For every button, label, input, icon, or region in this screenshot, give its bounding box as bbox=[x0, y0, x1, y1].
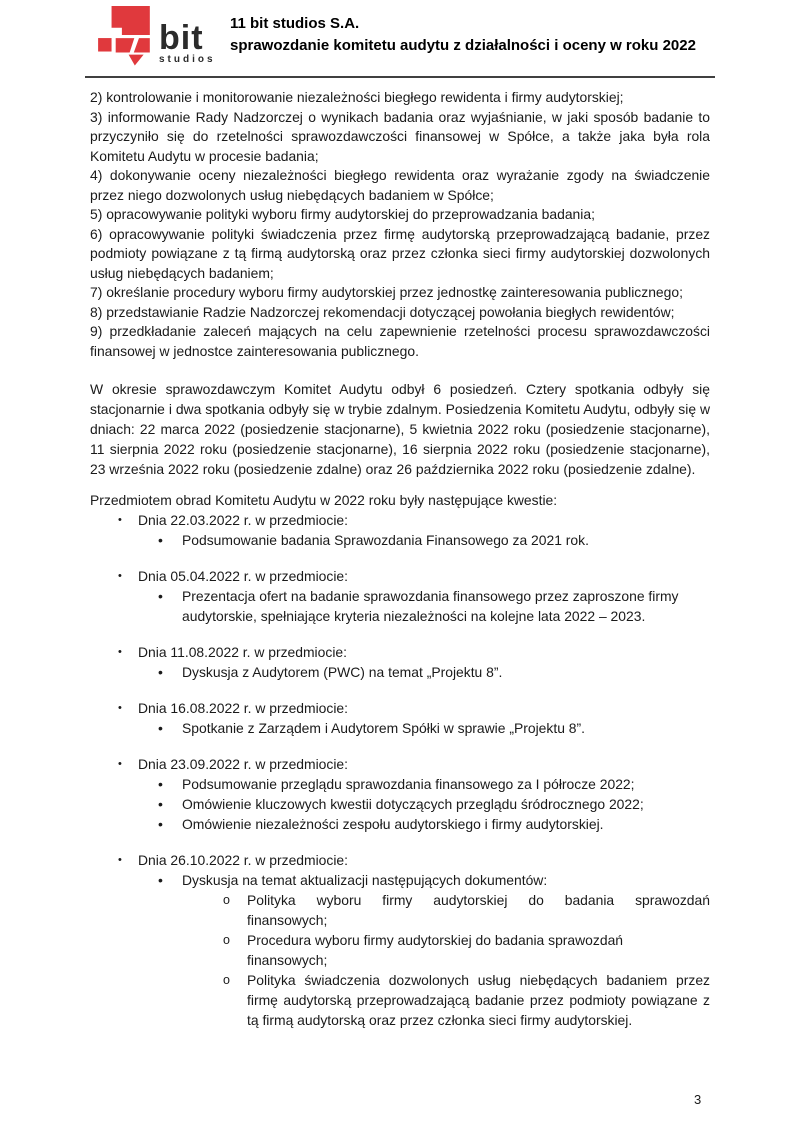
agenda-date-text: Dnia 11.08.2022 r. w przedmiocie: bbox=[138, 644, 347, 660]
meetings-paragraph: W okresie sprawozdawczym Komitet Audytu odbył 6 posiedzeń. Cztery spotkania odbyły się stacjonarnie i dwa spotkania odbyły się w trybie zdalnym. Posiedzenia Komitetu Audytu, odbyły się w dniach: 22 marca 2022 (posiedzenie stacjonarne), 5 kwietnia 2022 roku (posiedzenie stacjonarne), 11 sierpnia 2022 roku (posiedzenie stacjonarne), 16 sierpnia 2022 roku (posiedzenie stacjonarne), 23 września 2022 roku (posiedzenie zdalne) oraz 26 października 2022 roku (posiedzenie zdalne). bbox=[90, 381, 710, 477]
bullet-level3-icon: o bbox=[223, 973, 230, 987]
bullet-level1-icon: • bbox=[118, 646, 122, 658]
numbered-item-3: 3) informowanie Rady Nadzorczej o wynikach badania oraz wyjaśnianie, w jaki sposób badanie to przyczyniło się do rzetelności sprawozdawczości finansowej w Spółce, a także jaka była rola Komitetu Audytu w procesie badania; bbox=[90, 108, 710, 164]
document-body bbox=[90, 88, 710, 1046]
document-item-line: Procedura wyboru firmy audytorskiej do badania sprawozdań bbox=[247, 932, 624, 948]
agenda-topic-text: Omówienie kluczowych kwestii dotyczących przeglądu śródrocznego 2022; bbox=[182, 796, 644, 812]
bullet-level1-icon: • bbox=[118, 758, 122, 770]
agenda-topic-item bbox=[90, 530, 710, 550]
agenda-date-item bbox=[90, 642, 710, 662]
agenda-date-text: Dnia 22.03.2022 r. w przedmiocie: bbox=[138, 512, 349, 528]
company-logo bbox=[98, 6, 216, 66]
numbered-item-4: 4) dokonywanie oceny niezależności biegłego rewidenta oraz wyrażanie zgody na świadczenie przez niego dozwolonych usług niebędących badaniem w Spółce; bbox=[90, 167, 710, 203]
document-item-line: finansowych; bbox=[247, 952, 328, 968]
bullet-level2-icon: • bbox=[158, 776, 163, 792]
numbered-item-6: 6) opracowywanie polityki świadczenia przez firmę audytorską przeprowadzającą badanie, przez podmioty powiązane z tą firmą audytorską oraz przez członka sieci firmy audytorskiej dozwolonych usług niebędących badaniem; bbox=[90, 225, 710, 281]
document-item-1 bbox=[90, 890, 710, 930]
logo-wordmark bbox=[159, 19, 216, 65]
bullet-level2-icon: • bbox=[158, 588, 163, 604]
numbered-item-7: 7) określanie procedury wyboru firmy audytorskiej przez jednostkę zainteresowania publicznego; bbox=[90, 284, 683, 300]
agenda-date-item bbox=[90, 510, 710, 530]
agenda-topic-item bbox=[90, 586, 710, 626]
agenda-topic-item bbox=[90, 718, 710, 738]
numbered-item-9: 9) przedkładanie zaleceń mających na celu zapewnienie rzetelności procesu sprawozdawczości finansowej w jednostce zainteresowania publicznego. bbox=[90, 323, 710, 359]
agenda-topic-text: Omówienie niezależności zespołu audytorskiego i firmy audytorskiej. bbox=[182, 816, 604, 832]
bullet-level2-icon: • bbox=[158, 872, 163, 888]
bullet-level2-icon: • bbox=[158, 816, 163, 832]
eleven-bit-logo-icon bbox=[98, 6, 152, 66]
agenda-topic-item bbox=[90, 662, 710, 682]
bullet-level2-icon: • bbox=[158, 796, 163, 812]
agenda-group-6 bbox=[90, 850, 710, 1030]
document-title: sprawozdanie komitetu audytu z działalności i oceny w roku 2022 bbox=[230, 37, 696, 54]
agenda-topic-item bbox=[90, 774, 710, 794]
bullet-level2-icon: • bbox=[158, 532, 163, 548]
document-item-3 bbox=[90, 970, 710, 1030]
bullet-level2-icon: • bbox=[158, 720, 163, 736]
numbered-item-5: 5) opracowywanie polityki wyboru firmy audytorskiej do przeprowadzania badania; bbox=[90, 206, 595, 222]
page-number: 3 bbox=[694, 1092, 702, 1107]
agenda-topic-text: Podsumowanie badania Sprawozdania Finansowego za 2021 rok. bbox=[182, 532, 589, 548]
page-header bbox=[230, 13, 696, 57]
agenda-date-text: Dnia 26.10.2022 r. w przedmiocie: bbox=[138, 852, 349, 868]
bullet-level1-icon: • bbox=[118, 570, 122, 582]
bullet-level1-icon: • bbox=[118, 854, 122, 866]
bullet-level3-icon: o bbox=[223, 893, 230, 907]
header-divider bbox=[85, 76, 715, 78]
agenda-date-text: Dnia 16.08.2022 r. w przedmiocie: bbox=[138, 700, 349, 716]
bullet-level3-icon: o bbox=[223, 933, 230, 947]
agenda-topic-text: Dyskusja na temat aktualizacji następujących dokumentów: bbox=[182, 872, 548, 888]
agenda-topic-text: Podsumowanie przeglądu sprawozdania finansowego za I półrocze 2022; bbox=[182, 776, 635, 792]
bullet-level2-icon: • bbox=[158, 664, 163, 680]
agenda-date-item bbox=[90, 754, 710, 774]
agenda-topic-text: Prezentacja ofert na badanie sprawozdania finansowego przez zaproszone firmy audytorskie, spełniające kryteria niezależności na kolejne lata 2022 – 2023. bbox=[182, 588, 679, 624]
document-item-2 bbox=[90, 930, 710, 970]
document-item-text: Polityka świadczenia dozwolonych usług niebędących badaniem przez firmę audytorską przeprowadzającą badanie przez podmioty powiązane z tą firmą audytorską oraz przez członka sieci firmy audytorskiej. bbox=[247, 972, 710, 1028]
agenda-intro: Przedmiotem obrad Komitetu Audytu w 2022 roku były następujące kwestie: bbox=[90, 492, 558, 508]
numbered-item-2: 2) kontrolowanie i monitorowanie niezależności biegłego rewidenta i firmy audytorskiej; bbox=[90, 89, 624, 105]
logo-bit-text: bit bbox=[159, 19, 204, 57]
agenda-topic-text: Spotkanie z Zarządem i Audytorem Spółki w sprawie „Projektu 8”. bbox=[182, 720, 585, 736]
agenda-group-4 bbox=[90, 698, 710, 738]
numbered-item-8: 8) przedstawianie Radzie Nadzorczej rekomendacji dotyczącej powołania biegłych rewidentów; bbox=[90, 303, 675, 320]
bullet-level1-icon: • bbox=[118, 702, 122, 714]
agenda-date-item bbox=[90, 698, 710, 718]
agenda-topic-item bbox=[90, 814, 710, 834]
agenda-topic-item bbox=[90, 794, 710, 814]
logo-studios-text: studios bbox=[159, 54, 216, 65]
bullet-level1-icon: • bbox=[118, 514, 122, 526]
agenda-group-1 bbox=[90, 510, 710, 550]
document-item-line: Polityka wyboru firmy audytorskiej do badania sprawozdań bbox=[247, 892, 710, 908]
agenda-topic-item bbox=[90, 870, 710, 890]
document-item-line: finansowych; bbox=[247, 912, 328, 928]
agenda-date-text: Dnia 23.09.2022 r. w przedmiocie: bbox=[138, 756, 349, 772]
agenda-group-3 bbox=[90, 642, 710, 682]
company-name: 11 bit studios S.A. bbox=[230, 15, 360, 32]
agenda-group-2 bbox=[90, 566, 710, 626]
agenda-topic-text: Dyskusja z Audytorem (PWC) na temat „Projektu 8”. bbox=[182, 664, 503, 680]
agenda-date-text: Dnia 05.04.2022 r. w przedmiocie: bbox=[138, 568, 349, 584]
agenda-date-item bbox=[90, 850, 710, 870]
agenda-date-item bbox=[90, 566, 710, 586]
agenda-group-5 bbox=[90, 754, 710, 834]
